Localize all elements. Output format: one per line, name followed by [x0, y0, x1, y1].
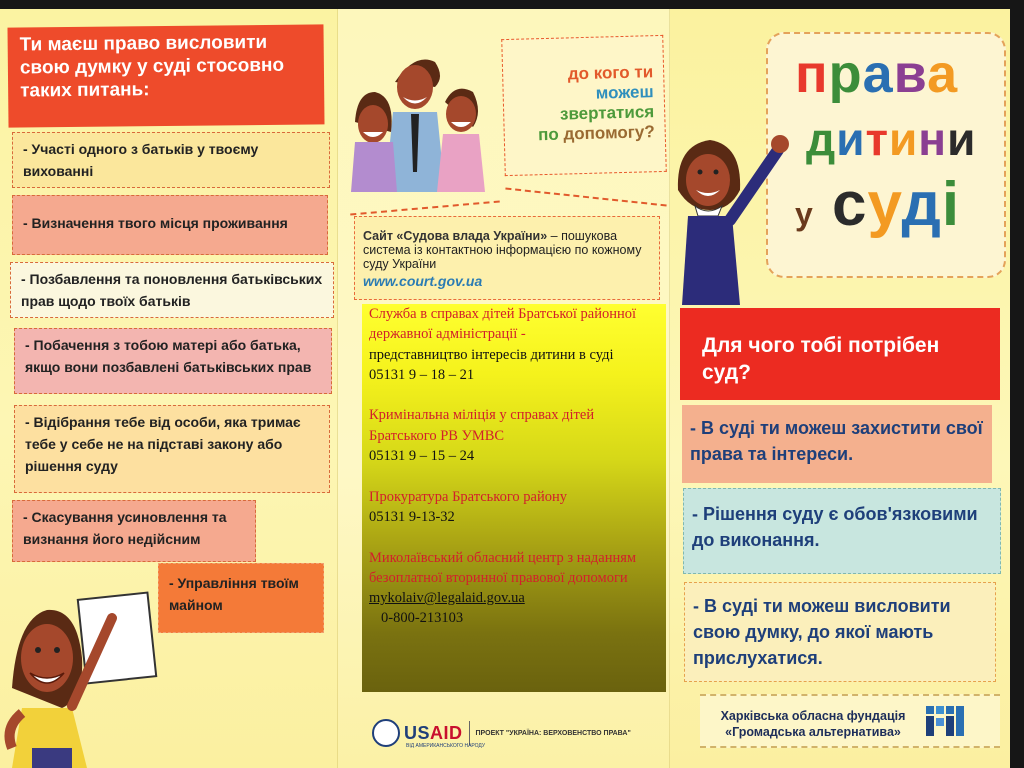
brochure-title-line1: права [795, 44, 959, 104]
contact-email-link[interactable]: mykolaiv@legalaid.gov.ua [369, 590, 525, 607]
top-border [0, 0, 1024, 9]
waving-girl-illustration [670, 120, 795, 305]
usaid-tagline: ВІД АМЕРИКАНСЬКОГО НАРОДУ [406, 743, 486, 749]
brochure-title-line2: дитини [806, 113, 977, 165]
help-question [501, 35, 667, 176]
help-word: можеш [595, 82, 654, 103]
project-name: ПРОЕКТ "УКРАЇНА: ВЕРХОВЕНСТВО ПРАВА" [475, 729, 631, 737]
rights-item: - Позбавлення та поновлення батьківських прав щодо твоїх батьків [10, 262, 334, 318]
contacts-box [362, 304, 666, 692]
spacer [369, 385, 660, 405]
divider [469, 721, 470, 745]
spacer [369, 466, 660, 486]
rights-item: - Скасування усиновлення та визнання його недійсним [12, 500, 256, 562]
rights-title: Ти маєш право висловити свою думку у суді стосовно таких питань: [7, 24, 324, 127]
contact-phone: 05131 9-13-32 [369, 508, 455, 525]
contact-phone: 05131 9 – 15 – 24 [369, 448, 475, 465]
why-court-heading: Для чого тобі потрібен суд? [680, 308, 1000, 400]
rights-item: - Визначення твого місця проживання [12, 195, 328, 255]
foundation-footer [700, 694, 1000, 748]
foundation-logo-icon [924, 704, 968, 740]
contact-org-name: Служба в справах дітей Братської районної державної адміністрації - [369, 306, 637, 343]
contact-phone: 05131 9 – 18 – 21 [369, 366, 475, 383]
help-word: по [537, 124, 559, 145]
contact-phone: 0-800-213103 [381, 610, 464, 627]
site-description: – пошукова система із контактною інформацією по кожному суду України [363, 229, 642, 271]
contact-org-description: представництво інтересів дитини в суді [369, 346, 614, 363]
usaid-logo [372, 716, 631, 750]
reason-item: - В суді ти можеш висловити свою думку, до якої мають прислухатися. [684, 582, 996, 682]
foundation-name: Харківська обласна фундація «Громадська альтернатива» [720, 709, 906, 739]
usaid-wordmark: USAID [404, 722, 463, 743]
rights-item: - Відібрання тебе від особи, яка тримає тебе у себе не на підставі закону або рішення суду [14, 405, 330, 493]
help-word: звертатися [559, 102, 655, 124]
reason-item: - Рішення суду є обов'язковими до виконання. [683, 488, 1001, 574]
family-illustration [345, 42, 505, 202]
help-word: до кого ти [567, 62, 654, 84]
contact-org-name: Прокуратура Братського району [369, 488, 568, 505]
girl-with-paper-illustration [2, 588, 162, 768]
help-word: допомогу? [563, 122, 655, 144]
right-border [1010, 9, 1024, 768]
brochure-title-line3: у суді [795, 170, 961, 239]
usaid-seal-icon [372, 719, 400, 747]
site-info-box [354, 216, 660, 300]
rights-item: - Управління твоїм майном [158, 563, 324, 633]
site-url[interactable]: www.court.gov.ua [363, 273, 483, 289]
reason-item: - В суді ти можеш захистити свої права та інтереси. [682, 405, 992, 483]
rights-item: - Побачення з тобою матері або батька, якщо вони позбавлені батьківських прав [14, 328, 332, 394]
rights-item: - Участі одного з батьків у твоєму вихованні [12, 132, 330, 188]
site-title: Сайт «Судова влада України» [363, 229, 548, 243]
spacer [369, 527, 660, 547]
contact-org-name: Миколаївський обласний центр з наданням безоплатної вторинної правової допомоги [369, 549, 637, 586]
contact-org-name: Кримінальна міліція у справах дітей Братського РВ УМВС [369, 407, 595, 444]
